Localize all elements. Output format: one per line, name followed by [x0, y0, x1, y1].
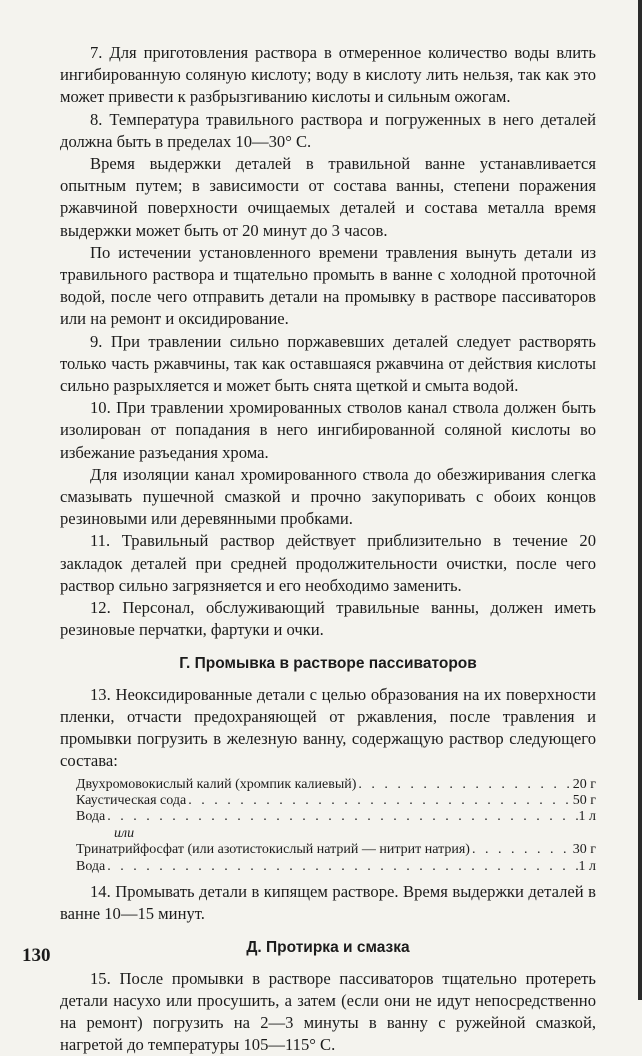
recipe-item — [76, 793, 596, 809]
paragraph-holding-time: Время выдержки деталей в травильной ванне устанавливается опытным путем; в зависимости от состава ванны, степени поражения ржавчиной поверхности очищаемых деталей и состава металла время выдержки может быть от 20 минут до 3 часов. — [60, 154, 596, 240]
paragraph-14: 14. Промывать детали в кипящем растворе. Время выдержки деталей в ванне 10—15 минут. — [60, 881, 596, 924]
recipe-item-name: Тринатрийфосфат (или азотистокислый натрий — нитрит натрия) — [76, 842, 470, 858]
recipe-item-name: Вода — [76, 858, 106, 874]
paragraph-12: 12. Персонал, обслуживающий травильные ванны, должен иметь резиновые перчатки, фартуки и очки. — [60, 598, 596, 640]
section-heading-d: Д. Протирка и смазка — [246, 939, 410, 957]
leader-dots — [105, 809, 578, 825]
leader-dots — [105, 859, 578, 875]
recipe-or-label: или — [114, 825, 135, 841]
recipe-item-name: Двухромовокислый калий (хромпик калиевый) — [76, 776, 357, 792]
recipe-item-qty: 50 г — [572, 792, 596, 808]
leader-dots — [470, 842, 573, 858]
recipe-item-name: Каустическая сода — [76, 792, 187, 808]
page-body — [60, 42, 596, 1056]
recipe-item — [76, 859, 596, 875]
paragraph-after-etching: По истечении установленного времени травления вынуть детали из травильного раствора и тщательно промыть в ванне с холодной проточной водой, после чего отправить детали на промывку в растворе пассиваторов или на ремонт и оксидирование. — [60, 242, 596, 329]
leader-dots — [356, 777, 572, 793]
recipe-item-qty: 1 л — [578, 809, 596, 825]
recipe-list — [76, 777, 596, 875]
recipe-item — [76, 809, 596, 825]
paragraph-15: 15. После промывки в растворе пассиваторов тщательно протереть детали насухо или просушить, а затем (если они не идут непосредственно на ремонт) погрузить на 2—3 минуты в ванну с ружейной смазкой, нагретой до температуры 105—115° С. — [60, 968, 596, 1055]
page-edge-shadow — [638, 0, 642, 1000]
paragraph-13: 13. Неоксидированные детали с целью образования на их поверхности пленки, отчасти предохраняющей от ржавления, после травления и промывки погрузить в железную ванну, содержащую раствор следующего состава: — [60, 684, 596, 771]
recipe-item-qty: 30 г — [572, 842, 596, 858]
recipe-item-qty: 1 л — [578, 858, 596, 874]
paragraph-11: 11. Травильный раствор действует приблизительно в течение 20 закладок деталей при средней продолжительности очистки, после чего раствор сильно загрязняется и его необходимо заменить. — [60, 531, 596, 595]
paragraph-9: 9. При травлении сильно поржавевших деталей следует растворять только часть ржавчины, так как оставшаяся ржавчина от действия кислоты сильно разрыхляется и может быть снята щеткой и смыта водой. — [60, 331, 596, 396]
paragraph-isolation: Для изоляции канал хромированного ствола до обезжиривания слегка смазывать пушечной смазкой и прочно закупоривать с обоих концов резиновыми или деревянными пробками. — [60, 464, 596, 529]
page-number: 130 — [22, 945, 51, 966]
leader-dots — [186, 793, 573, 809]
recipe-item — [76, 777, 596, 793]
section-heading-g: Г. Промывка в растворе пассиваторов — [179, 655, 477, 673]
recipe-item-name: Вода — [76, 809, 106, 825]
paragraph-7: 7. Для приготовления раствора в отмеренное количество воды влить ингибированную соляную кислоту; воду в кислоту лить нельзя, так как это может привести к разбрызгиванию кислоты и сильным ожогам. — [60, 43, 596, 107]
recipe-item — [76, 842, 596, 858]
recipe-item-qty: 20 г — [572, 776, 596, 792]
paragraph-10: 10. При травлении хромированных стволов канал ствола должен быть изолирован от попадания в него ингибированной соляной кислоты во избежание разъедания хрома. — [60, 398, 596, 462]
paragraph-8: 8. Температура травильного раствора и погруженных в него деталей должна быть в пределах 10—30° С. — [60, 109, 596, 151]
